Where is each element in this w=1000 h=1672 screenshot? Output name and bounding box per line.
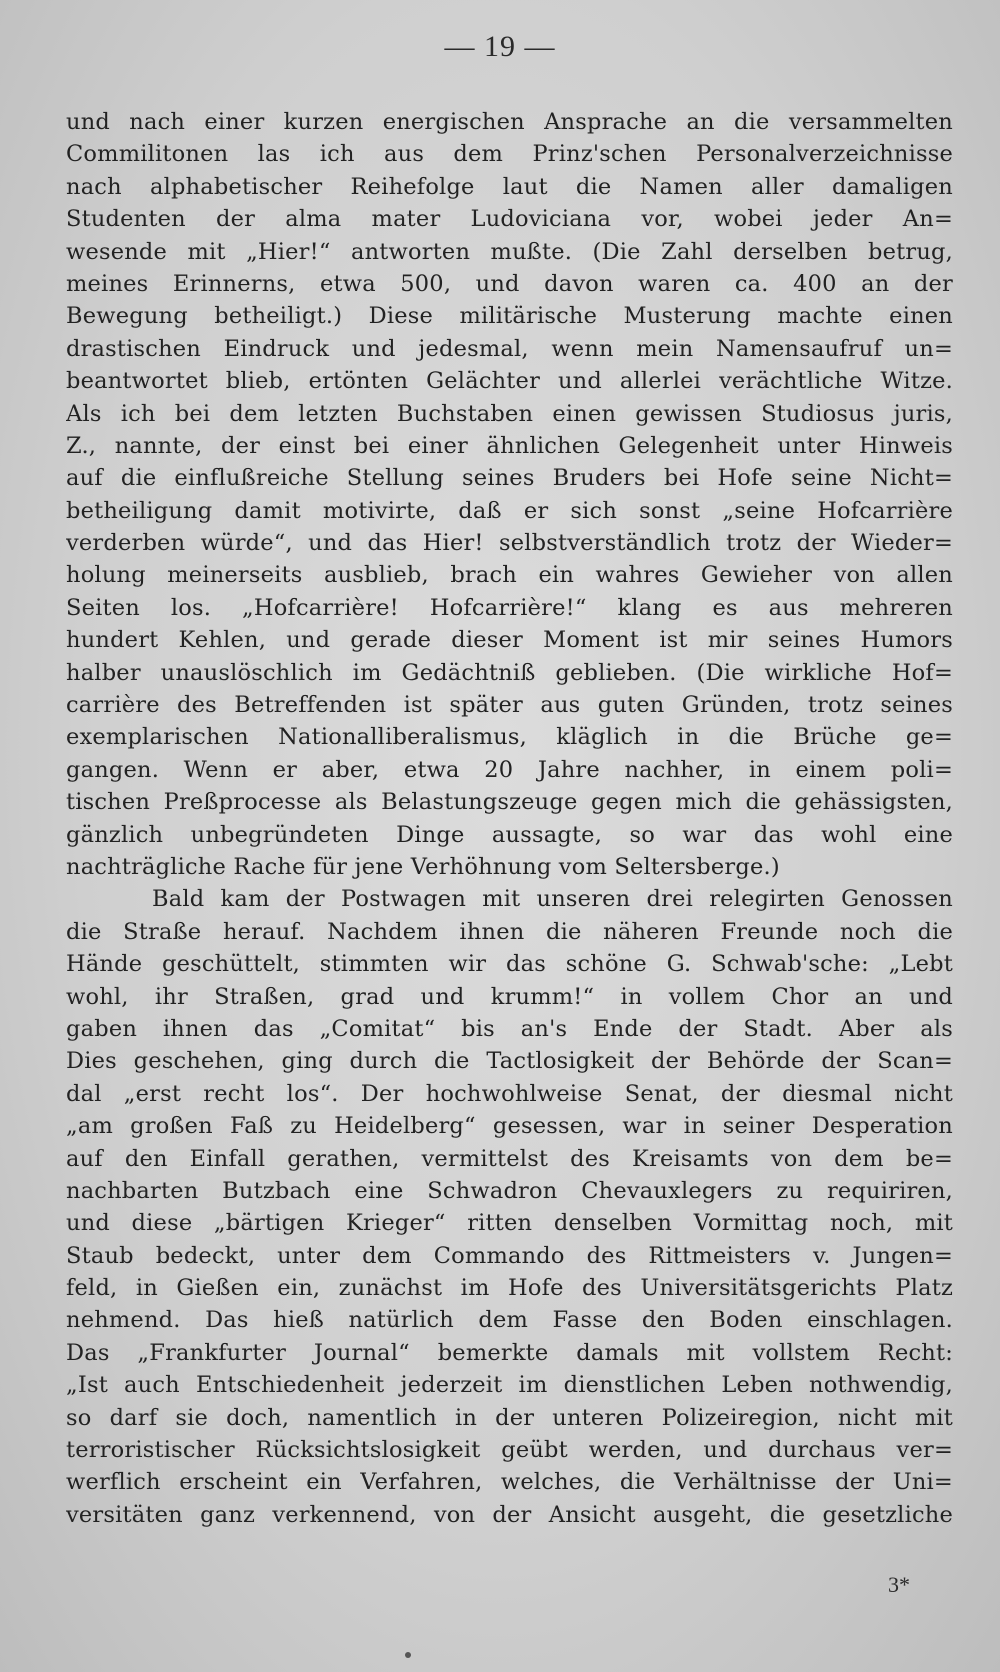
text-line: verderben würde“, und das Hier! selbstverständlich trotz der Wieder= [66, 530, 953, 557]
text-line: beantwortet blieb, ertönten Gelächter und allerlei verächtliche Witze. [66, 368, 953, 395]
text-line: Z., nannte, der einst bei einer ähnlichen Gelegenheit unter Hinweis [66, 432, 953, 459]
text-line: meines Erinnerns, etwa 500, und davon waren ca. 400 an der [66, 270, 953, 297]
text-line: Studenten der alma mater Ludoviciana vor, wobei jeder An= [66, 206, 953, 233]
signature-mark: 3* [888, 1572, 910, 1597]
text-line: Commilitonen las ich aus dem Prinz'schen Personalverzeichnisse [66, 141, 953, 168]
text-line: und diese „bärtigen Krieger“ ritten denselben Vormittag noch, mit [66, 1210, 953, 1237]
text-line: nachträgliche Rache für jene Verhöhnung vom Seltersberge.) [66, 853, 780, 880]
text-line: tischen Preßprocesse als Belastungszeuge gegen mich die gehässigsten, [66, 789, 953, 816]
text-line: drastischen Eindruck und jedesmal, wenn mein Namensaufruf un= [66, 335, 953, 362]
text-line: terroristischer Rücksichtslosigkeit geübt werden, und durchaus ver= [66, 1437, 953, 1464]
text-line: gänzlich unbegründeten Dinge aussagte, so war das wohl eine [66, 821, 953, 848]
text-line: „Ist auch Entschiedenheit jederzeit im dienstlichen Leben nothwendig, [66, 1372, 953, 1399]
text-line: Staub bedeckt, unter dem Commando des Rittmeisters v. Jungen= [66, 1242, 953, 1269]
page-number-header: — 19 — [444, 30, 556, 63]
body-text [66, 106, 953, 1531]
text-line: nachbarten Butzbach eine Schwadron Chevauxlegers zu requiriren, [66, 1177, 953, 1204]
paper-speck [405, 1652, 411, 1658]
text-line: feld, in Gießen ein, zunächst im Hofe des Universitätsgerichts Platz [66, 1275, 953, 1302]
text-line: Das „Frankfurter Journal“ bemerkte damals mit vollstem Recht: [66, 1339, 953, 1366]
text-line: und nach einer kurzen energischen Ansprache an die versammelten [66, 109, 953, 135]
text-line: Bewegung betheiligt.) Diese militärische Musterung machte einen [66, 303, 953, 330]
text-line: auf den Einfall gerathen, vermittelst des Kreisamts von dem be= [66, 1145, 953, 1172]
text-line: wohl, ihr Straßen, grad und krumm!“ in vollem Chor an und [66, 983, 953, 1010]
text-line: gaben ihnen das „Comitat“ bis an's Ende der Stadt. Aber als [66, 1015, 953, 1042]
text-line: versitäten ganz verkennend, von der Ansicht ausgeht, die gesetzliche [66, 1501, 953, 1528]
text-line: gangen. Wenn er aber, etwa 20 Jahre nachher, in einem poli= [66, 756, 953, 783]
text-line: exemplarischen Nationalliberalismus, kläglich in die Brüche ge= [66, 724, 953, 751]
text-line: Hände geschüttelt, stimmten wir das schöne G. Schwab'sche: „Lebt [66, 951, 953, 978]
text-line: auf die einflußreiche Stellung seines Bruders bei Hofe seine Nicht= [66, 465, 953, 492]
text-line: die Straße herauf. Nachdem ihnen die näheren Freunde noch die [66, 918, 953, 945]
text-line: Als ich bei dem letzten Buchstaben einen gewissen Studiosus juris, [66, 400, 953, 427]
text-line: carrière des Betreffenden ist später aus guten Gründen, trotz seines [66, 692, 953, 719]
text-line: „am großen Faß zu Heidelberg“ gesessen, war in seiner Desperation [66, 1113, 953, 1140]
text-line: so darf sie doch, namentlich in der unteren Polizeiregion, nicht mit [66, 1404, 953, 1431]
text-line: betheiligung damit motivirte, daß er sich sonst „seine Hofcarrière [66, 497, 953, 524]
text-line: holung meinerseits ausblieb, brach ein wahres Gewieher von allen [66, 562, 953, 589]
text-line: dal „erst recht los“. Der hochwohlweise Senat, der diesmal nicht [66, 1080, 953, 1107]
text-line: nehmend. Das hieß natürlich dem Fasse den Boden einschlagen. [66, 1307, 953, 1334]
text-line: hundert Kehlen, und gerade dieser Moment ist mir seines Humors [66, 627, 953, 654]
text-line: wesende mit „Hier!“ antworten mußte. (Die Zahl derselben betrug, [66, 238, 953, 265]
text-line: Bald kam der Postwagen mit unseren drei relegirten Genossen [152, 886, 953, 913]
text-line: Dies geschehen, ging durch die Tactlosigkeit der Behörde der Scan= [66, 1048, 953, 1075]
text-line: Seiten los. „Hofcarrière! Hofcarrière!“ klang es aus mehreren [66, 594, 953, 621]
text-line: nach alphabetischer Reihefolge laut die Namen aller damaligen [66, 173, 953, 200]
text-line: werflich erscheint ein Verfahren, welches, die Verhältnisse der Uni= [66, 1469, 953, 1496]
text-line: halber unauslöschlich im Gedächtniß geblieben. (Die wirkliche Hof= [66, 659, 953, 686]
